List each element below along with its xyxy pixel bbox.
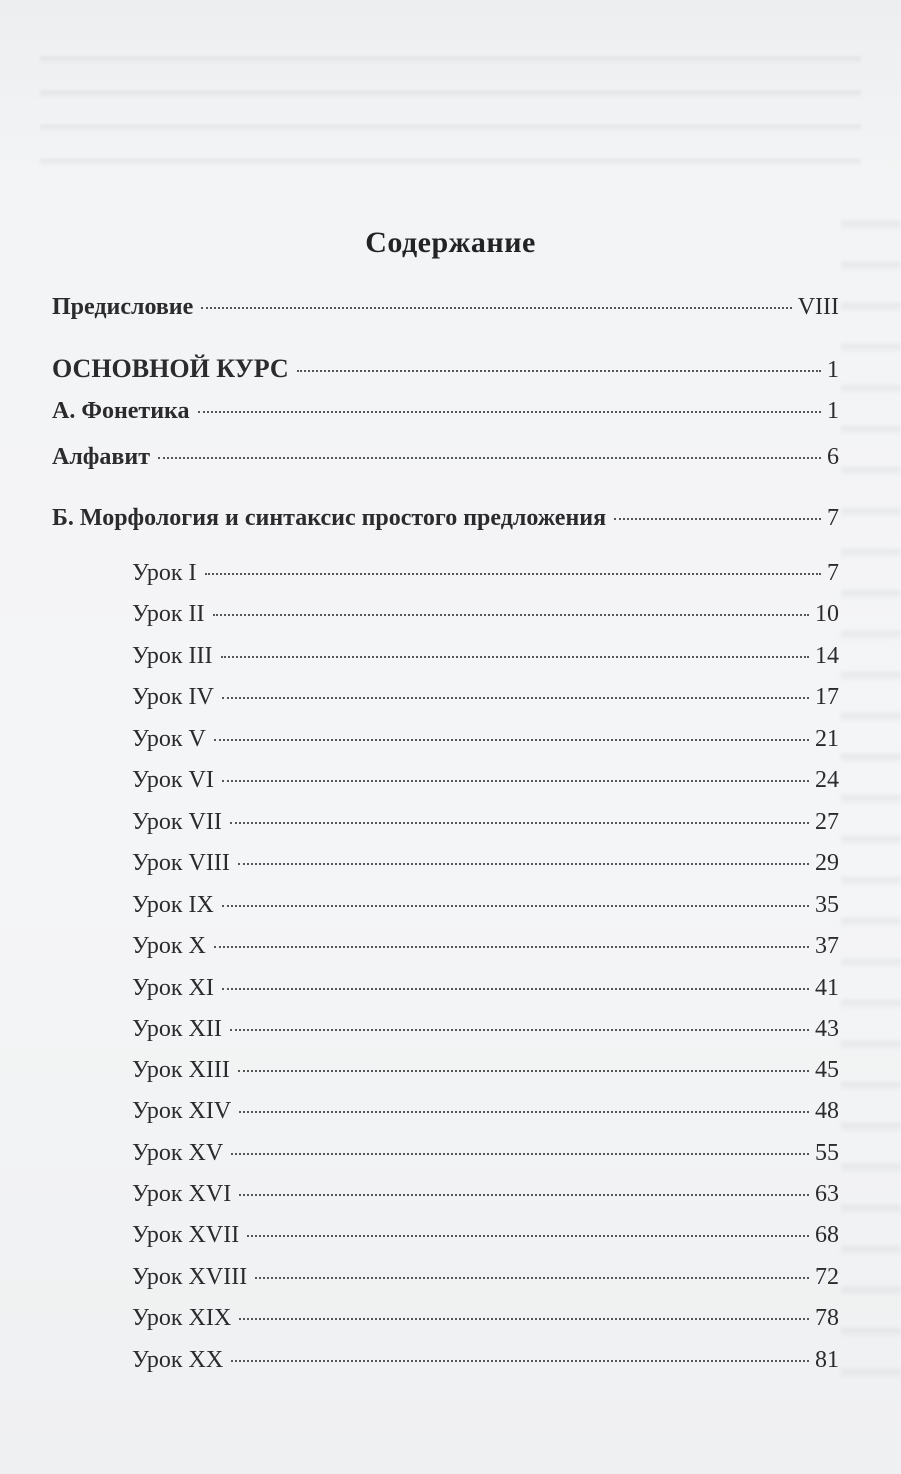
toc-entry-lesson bbox=[132, 1305, 839, 1341]
toc-entry-preface bbox=[52, 294, 839, 330]
toc-entry-label: Урок V bbox=[132, 726, 206, 752]
toc-page-number: VIII bbox=[797, 294, 839, 320]
toc-entry-phonetics bbox=[52, 398, 839, 434]
toc-entry-label: Урок XIV bbox=[132, 1098, 232, 1124]
toc-entry-lesson bbox=[132, 1181, 839, 1217]
toc-page-number: 6 bbox=[827, 444, 839, 470]
toc-entry-morphology bbox=[52, 505, 839, 541]
toc-entry-label: Урок XI bbox=[132, 975, 214, 1001]
toc-page-number: 10 bbox=[815, 601, 839, 627]
dot-leader bbox=[239, 1111, 809, 1113]
dot-leader bbox=[238, 1070, 809, 1072]
toc-entry-lesson bbox=[132, 560, 839, 596]
toc-entry-lesson bbox=[132, 643, 839, 679]
toc-entry-label: Предисловие bbox=[52, 294, 194, 320]
dot-leader bbox=[213, 614, 809, 616]
toc-entry-label: А. Фонетика bbox=[52, 398, 190, 424]
toc-page-number: 24 bbox=[815, 767, 839, 793]
toc-page-number: 45 bbox=[815, 1057, 839, 1083]
dot-leader bbox=[238, 863, 809, 865]
dot-leader bbox=[221, 656, 809, 658]
dot-leader bbox=[222, 988, 809, 990]
toc-entry-lesson bbox=[132, 1347, 839, 1383]
toc-entry-alphabet bbox=[52, 444, 839, 480]
toc-entry-label: Урок III bbox=[132, 643, 213, 669]
toc-entry-label: Урок XIX bbox=[132, 1305, 232, 1331]
toc-entry-label: Б. Морфология и синтаксис простого предложения bbox=[52, 505, 607, 531]
toc-entry-lesson bbox=[132, 933, 839, 969]
toc-entry-label: ОСНОВНОЙ КУРС bbox=[52, 354, 289, 383]
show-through-text bbox=[40, 30, 861, 190]
toc-entry-label: Урок IV bbox=[132, 684, 214, 710]
dot-leader bbox=[214, 946, 809, 948]
toc-entry-lesson bbox=[132, 1222, 839, 1258]
toc-page-number: 35 bbox=[815, 892, 839, 918]
toc-page-number: 48 bbox=[815, 1098, 839, 1124]
dot-leader bbox=[231, 1360, 809, 1362]
dot-leader bbox=[214, 739, 809, 741]
show-through-margin bbox=[841, 190, 901, 1390]
toc-page-number: 81 bbox=[815, 1347, 839, 1373]
toc-entry-label: Урок XV bbox=[132, 1140, 224, 1166]
toc-entry-label: Урок XVI bbox=[132, 1181, 232, 1207]
toc-page-number: 37 bbox=[815, 933, 839, 959]
dot-leader bbox=[158, 457, 821, 459]
toc-entry-lesson bbox=[132, 809, 839, 845]
toc-entry-lesson bbox=[132, 767, 839, 803]
toc-entry-label: Урок I bbox=[132, 560, 197, 586]
dot-leader bbox=[230, 1029, 809, 1031]
toc-page-number: 14 bbox=[815, 643, 839, 669]
toc-page-number: 78 bbox=[815, 1305, 839, 1331]
toc-page-number: 17 bbox=[815, 684, 839, 710]
toc-entry-label: Алфавит bbox=[52, 444, 150, 470]
toc-entry-lesson bbox=[132, 975, 839, 1011]
toc-entry-lesson bbox=[132, 601, 839, 637]
toc-page-number: 41 bbox=[815, 975, 839, 1001]
toc-entry-lesson bbox=[132, 1057, 839, 1093]
toc-entry-label: Урок VII bbox=[132, 809, 222, 835]
page-title: Содержание bbox=[365, 226, 536, 259]
toc-entry-main-course bbox=[52, 354, 839, 390]
toc-page-number: 68 bbox=[815, 1222, 839, 1248]
toc-entry-label: Урок XIII bbox=[132, 1057, 230, 1083]
toc-entry-label: Урок IX bbox=[132, 892, 214, 918]
dot-leader bbox=[255, 1277, 809, 1279]
dot-leader bbox=[239, 1194, 809, 1196]
toc-entry-label: Урок VI bbox=[132, 767, 214, 793]
toc-entry-lesson bbox=[132, 726, 839, 762]
dot-leader bbox=[222, 697, 809, 699]
dot-leader bbox=[239, 1318, 809, 1320]
dot-leader bbox=[205, 573, 821, 575]
toc-entry-lesson bbox=[132, 1098, 839, 1134]
dot-leader bbox=[297, 370, 821, 372]
toc-page-number: 1 bbox=[827, 357, 839, 383]
dot-leader bbox=[201, 307, 791, 309]
toc-page-number: 7 bbox=[827, 560, 839, 586]
toc-entry-label: Урок VIII bbox=[132, 850, 230, 876]
toc-entry-lesson bbox=[132, 892, 839, 928]
toc-page-number: 27 bbox=[815, 809, 839, 835]
toc-entry-lesson bbox=[132, 1016, 839, 1052]
toc-page-number: 55 bbox=[815, 1140, 839, 1166]
toc-page-number: 1 bbox=[827, 398, 839, 424]
toc-entry-lesson bbox=[132, 850, 839, 886]
toc-page-number: 63 bbox=[815, 1181, 839, 1207]
dot-leader bbox=[230, 822, 809, 824]
toc-entry-lesson bbox=[132, 1264, 839, 1300]
dot-leader bbox=[198, 411, 821, 413]
toc-entry-label: Урок II bbox=[132, 601, 205, 627]
toc-page-number: 7 bbox=[827, 505, 839, 531]
toc-entry-lesson bbox=[132, 684, 839, 720]
dot-leader bbox=[222, 905, 809, 907]
toc-entry-label: Урок XVIII bbox=[132, 1264, 248, 1290]
dot-leader bbox=[222, 780, 809, 782]
toc-page-number: 29 bbox=[815, 850, 839, 876]
toc-page-number: 72 bbox=[815, 1264, 839, 1290]
toc-page-number: 43 bbox=[815, 1016, 839, 1042]
dot-leader bbox=[247, 1235, 809, 1237]
toc-entry-lesson bbox=[132, 1140, 839, 1176]
dot-leader bbox=[614, 518, 821, 520]
toc-page-number: 21 bbox=[815, 726, 839, 752]
dot-leader bbox=[231, 1153, 809, 1155]
toc-entry-label: Урок XX bbox=[132, 1347, 224, 1373]
toc-entry-label: Урок XII bbox=[132, 1016, 222, 1042]
toc-entry-label: Урок XVII bbox=[132, 1222, 240, 1248]
toc-entry-label: Урок X bbox=[132, 933, 206, 959]
